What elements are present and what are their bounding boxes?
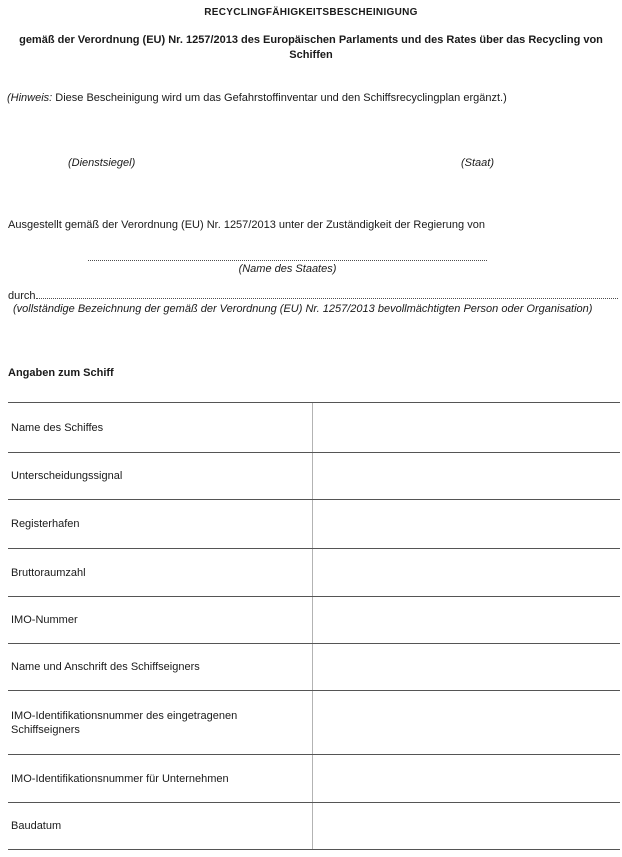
row-value-cell[interactable]	[313, 803, 620, 849]
table-row-registered-owner-imo-id	[8, 691, 620, 755]
state-name-field[interactable]	[88, 248, 487, 261]
table-row-shipowner-name-address	[8, 644, 620, 691]
official-seal-label: (Dienstsiegel)	[68, 157, 136, 169]
row-label: Name und Anschrift des Schiffseigners	[8, 644, 313, 690]
issuer-row	[8, 287, 618, 302]
state-label: (Staat)	[461, 157, 495, 169]
table-row-date-of-construction	[8, 803, 620, 850]
durch-label: durch	[8, 290, 36, 302]
row-label: Name des Schiffes	[8, 403, 313, 452]
section-heading-ship-particulars: Angaben zum Schiff	[8, 367, 114, 379]
state-name-caption: (Name des Staates)	[238, 263, 337, 275]
row-value-cell[interactable]	[313, 644, 620, 690]
note-line	[7, 92, 616, 104]
row-label: Registerhafen	[8, 500, 313, 548]
row-value-cell[interactable]	[313, 403, 620, 452]
ship-details-table	[8, 402, 620, 850]
row-label: Bruttoraumzahl	[8, 549, 313, 596]
issuer-name-field[interactable]	[36, 287, 618, 299]
row-label: IMO-Nummer	[8, 597, 313, 643]
row-value-cell[interactable]	[313, 500, 620, 548]
row-value-cell[interactable]	[313, 597, 620, 643]
table-row-port-of-registry	[8, 500, 620, 549]
row-label: Baudatum	[8, 803, 313, 849]
issuer-caption: (vollständige Bezeichnung der gemäß der Verordnung (EU) Nr. 1257/2013 bevollmächtigten Person oder Organisation)	[13, 303, 593, 315]
document-subtitle: gemäß der Verordnung (EU) Nr. 1257/2013 des Europäischen Parlaments und des Rates über das Recycling von Schiffen	[19, 34, 603, 61]
row-label: Unterscheidungssignal	[8, 453, 313, 499]
note-prefix: (Hinweis:	[7, 92, 53, 104]
table-row-distinctive-number	[8, 453, 620, 500]
document-title: RECYCLINGFÄHIGKEITSBESCHEINIGUNG	[204, 7, 418, 18]
row-value-cell[interactable]	[313, 691, 620, 754]
row-label: IMO-Identifikationsnummer für Unternehmen	[8, 755, 313, 802]
note-text: Diese Bescheinigung wird um das Gefahrstoffinventar und den Schiffsrecyclingplan ergänzt.)	[52, 92, 507, 104]
row-label: IMO-Identifikationsnummer des eingetragenen Schiffseigners	[8, 691, 313, 754]
issued-under-authority-line: Ausgestellt gemäß der Verordnung (EU) Nr. 1257/2013 unter der Zuständigkeit der Regierung von	[8, 219, 485, 231]
row-value-cell[interactable]	[313, 755, 620, 802]
row-value-cell[interactable]	[313, 453, 620, 499]
row-value-cell[interactable]	[313, 549, 620, 596]
table-row-company-imo-id	[8, 755, 620, 803]
table-row-ship-name	[8, 403, 620, 453]
table-row-imo-number	[8, 597, 620, 644]
table-row-gross-tonnage	[8, 549, 620, 597]
